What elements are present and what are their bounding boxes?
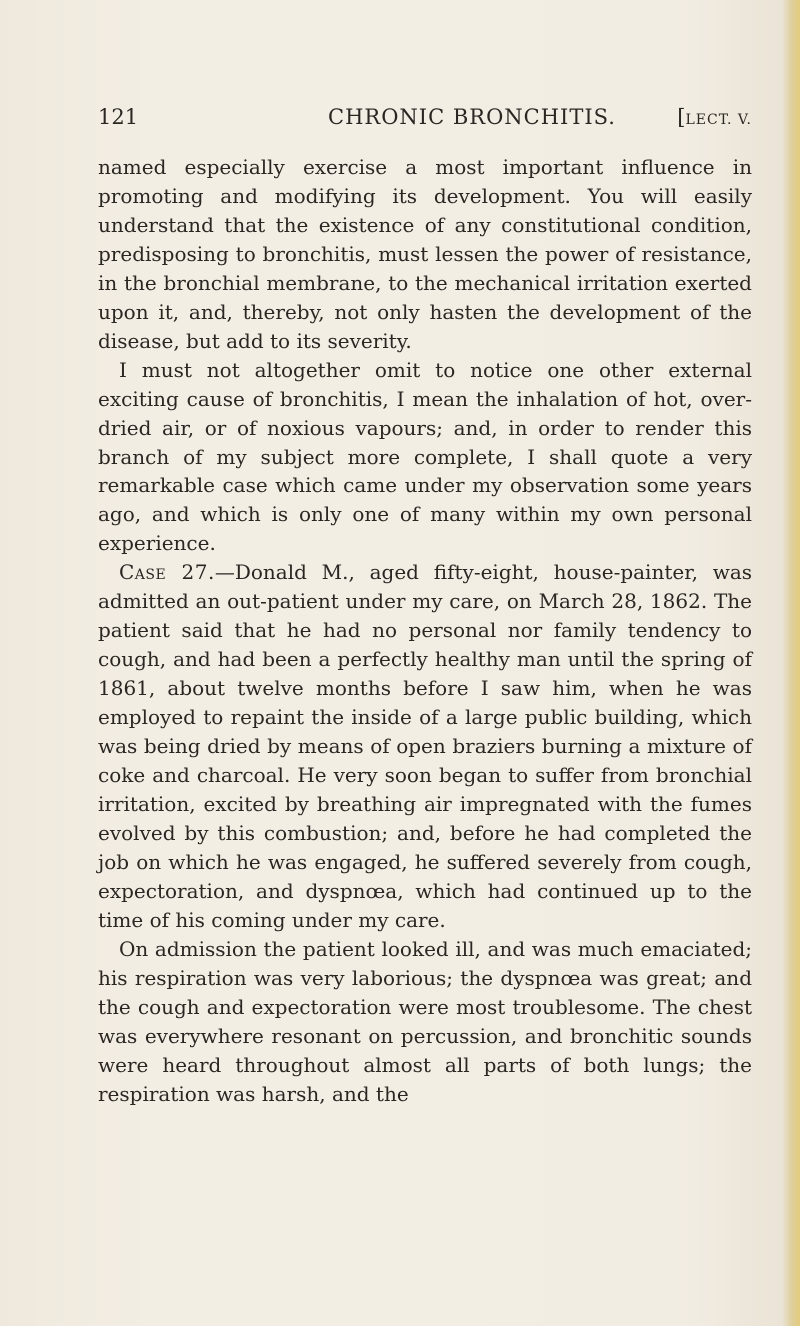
running-title: CHRONIC BRONCHITIS. — [328, 105, 616, 129]
paragraph-2: I must not altogether omit to notice one other external exciting cause of bronchitis, I mean the inhalation of hot, over-dried air, or of noxious vapours; and, in order to render this branch of my subject more complete, I shall quote a very remarkable case which came under my observation some years ago, and which is only one of many within my own personal experience. — [98, 357, 752, 556]
paragraph-1: named especially exercise a most important influence in promoting and modifying its development. You will easily understand that the existence of any constitutional condition, predisposing to bronchitis, must lessen the power of resistance, in the bronchial membrane, to the mechanical irritation exerted upon it, and, thereby, not only hasten the development of the disease, but add to its severity. — [98, 155, 752, 353]
body-text — [98, 153, 752, 1108]
case-text: —Donald M., aged fifty-eight, house-painter, was admitted an out-patient under my care, on March 28, 1862. The patient said that he had no personal nor family tendency to cough, and had been a perfectly healthy man until the spring of 1861, about twelve months before I saw him, when he was employed to repaint the inside of a large public building, which was being dried by means of open braziers burning a mixture of coke and charcoal. He very soon began to suffer from bronchial irritation, excited by breathing air impregnated with the fumes evolved by this combustion; and, before he had completed the job on which he was engaged, he suffered severely from cough, expectoration, and dyspnœa, which had continued up to the time of his coming under my care. — [98, 560, 753, 932]
page-number: 121 — [98, 105, 139, 129]
lecture-label: [LECT. V. — [677, 105, 752, 129]
case-label: Case 27. — [119, 560, 215, 585]
running-header — [98, 102, 752, 132]
paragraph-4: On admission the patient looked ill, and was much emaciated; his respiration was very laborious; the dyspnœa was great; and the cough and expectoration were most troublesome. The chest was everywhere resonant on percussion, and bronchitic sounds were heard throughout almost all parts of both lungs; the respiration was harsh, and the — [98, 936, 752, 1106]
page-edge — [782, 0, 800, 1326]
paragraph-3 — [98, 558, 752, 934]
